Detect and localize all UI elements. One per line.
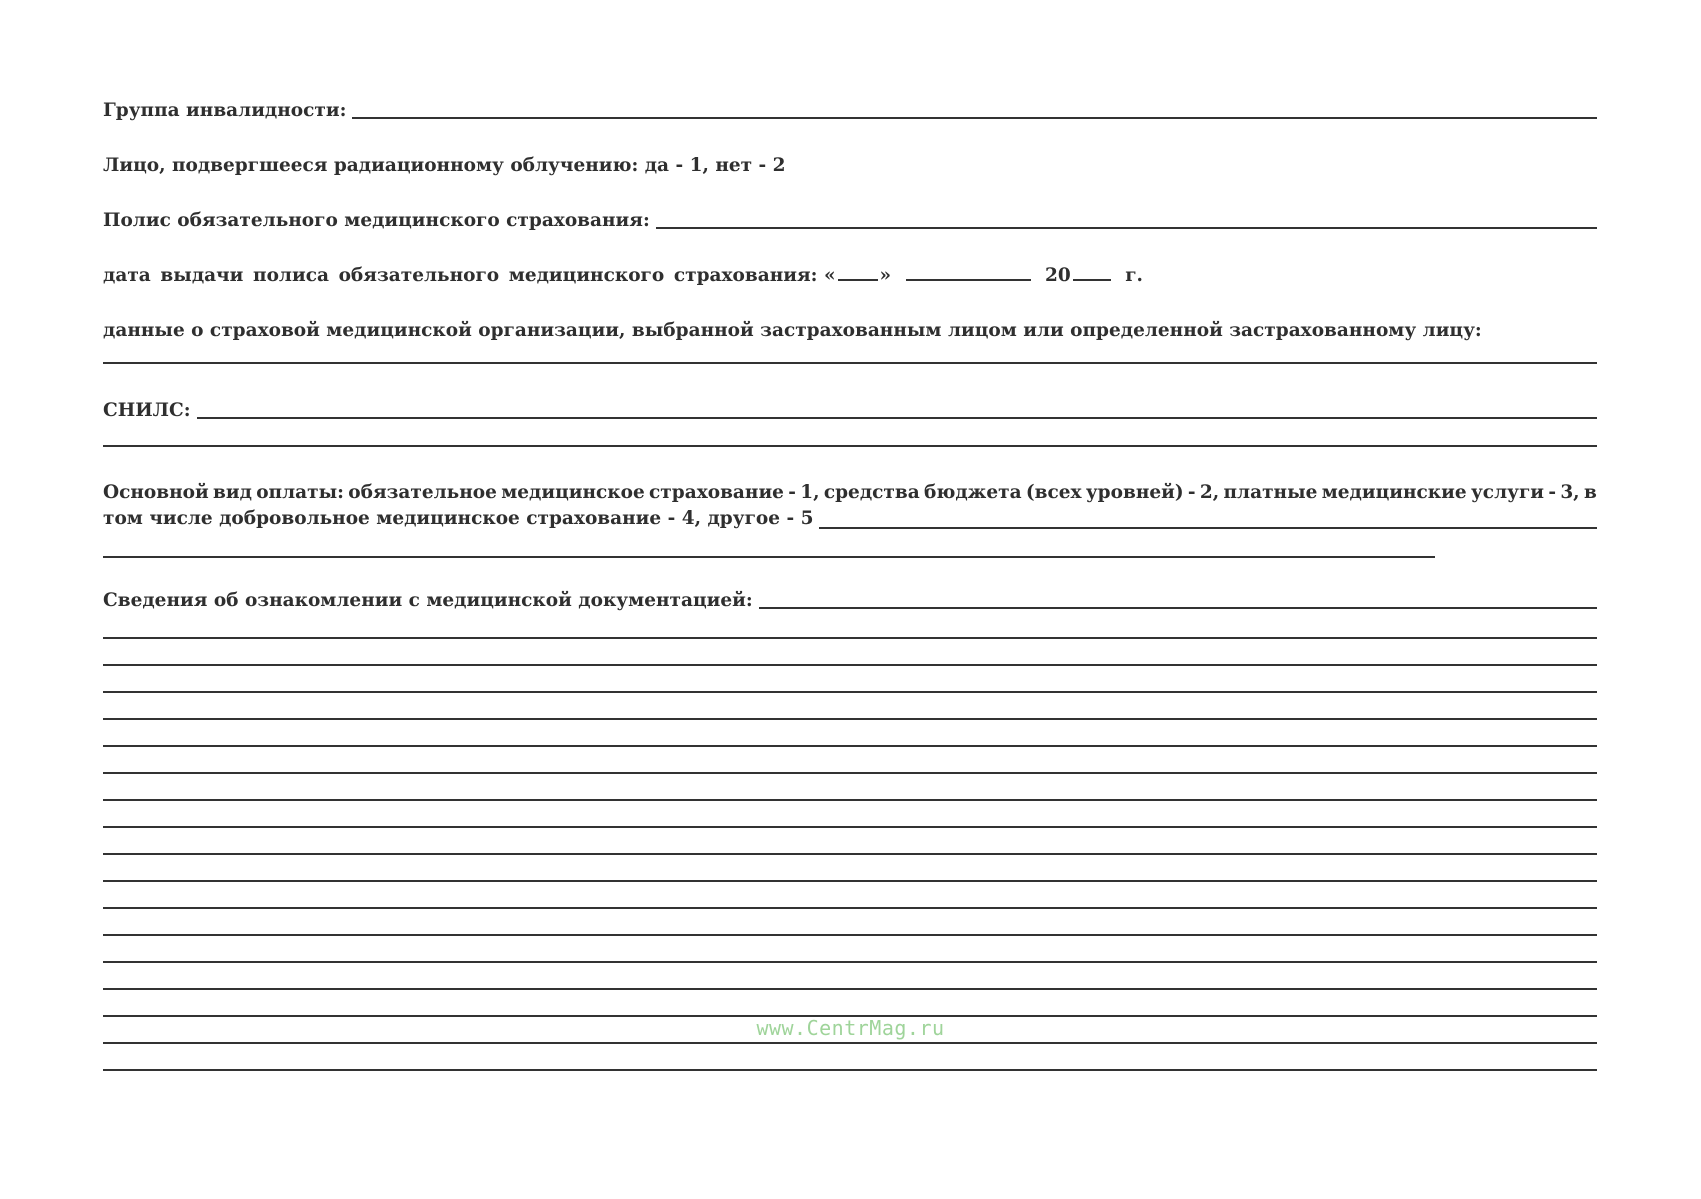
disability-group-row <box>103 100 1597 122</box>
radiation-label: Лицо, подвергшееся радиационному облучению: да - 1, нет - 2 <box>103 155 786 176</box>
policy-row <box>103 210 1597 232</box>
close-quote: » <box>879 265 892 286</box>
payment-word: Основной <box>103 482 209 503</box>
policy-date-word: дата <box>103 265 151 286</box>
payment-word: средства <box>823 482 920 503</box>
records-line[interactable] <box>103 826 1597 828</box>
snils-extra-line[interactable] <box>103 445 1597 447</box>
payment-word: 2, <box>1199 482 1220 503</box>
payment-label-2: том числе добровольное медицинское страхование - 4, другое - 5 <box>103 508 814 529</box>
year-field[interactable] <box>1073 279 1111 281</box>
policy-date-word: полиса <box>253 265 329 286</box>
records-line[interactable] <box>103 745 1597 747</box>
disability-group-field[interactable] <box>352 117 1597 119</box>
records-line[interactable] <box>103 691 1597 693</box>
records-line[interactable] <box>103 853 1597 855</box>
records-line[interactable] <box>103 934 1597 936</box>
records-line[interactable] <box>103 988 1597 990</box>
payment-word: обязательное <box>348 482 497 503</box>
records-review-label: Сведения об ознакомлении с медицинской документацией: <box>103 590 753 611</box>
year-prefix: 20 <box>1044 265 1071 286</box>
payment-block <box>103 480 1597 532</box>
payment-word: страхование <box>649 482 784 503</box>
payment-word: оплаты: <box>256 482 344 503</box>
payment-extra-line[interactable] <box>103 556 1435 558</box>
month-field[interactable] <box>906 279 1031 281</box>
disability-group-label: Группа инвалидности: <box>103 100 347 121</box>
records-line[interactable] <box>103 961 1597 963</box>
insurer-label: данные о страховой медицинской организации, выбранной застрахованным лицом или определенной застрахованному лицу: <box>103 320 1482 341</box>
records-line[interactable] <box>103 1042 1597 1044</box>
payment-word: вид <box>213 482 252 503</box>
radiation-row <box>103 155 1597 177</box>
payment-word: услуги <box>1470 482 1545 503</box>
policy-date-word-with-date <box>674 265 1143 287</box>
records-line[interactable] <box>103 664 1597 666</box>
snils-field[interactable] <box>197 417 1597 419</box>
records-line[interactable] <box>103 1069 1597 1071</box>
records-line[interactable] <box>103 718 1597 720</box>
policy-date-word: обязательного <box>338 265 500 286</box>
payment-word: - <box>1187 482 1196 503</box>
payment-line-1 <box>103 480 1597 506</box>
payment-word: бюджета <box>924 482 1022 503</box>
payment-word: медицинское <box>501 482 645 503</box>
policy-date-word: выдачи <box>160 265 244 286</box>
policy-field[interactable] <box>656 227 1597 229</box>
records-line[interactable] <box>103 907 1597 909</box>
year-suffix: г. <box>1125 265 1143 286</box>
payment-word: - <box>788 482 796 503</box>
snils-label: СНИЛС: <box>103 400 191 421</box>
records-line[interactable] <box>103 880 1597 882</box>
policy-date-word: страхования: <box>673 265 818 286</box>
payment-field[interactable] <box>819 527 1597 529</box>
records-review-row <box>103 590 1597 612</box>
open-quote: « <box>823 265 836 286</box>
records-line[interactable] <box>103 799 1597 801</box>
payment-word: (всех <box>1025 482 1082 503</box>
policy-date-word: медицинского <box>508 265 665 286</box>
payment-word: - <box>1548 482 1557 503</box>
day-field[interactable] <box>838 279 878 281</box>
payment-word: уровней) <box>1085 482 1184 503</box>
insurer-row <box>103 320 1597 342</box>
payment-word: 1, <box>800 482 820 503</box>
records-line[interactable] <box>103 772 1597 774</box>
snils-row <box>103 400 1597 422</box>
payment-word: платные <box>1223 482 1318 503</box>
watermark: www.CentrMag.ru <box>756 1016 945 1040</box>
payment-line-2 <box>103 506 1597 532</box>
records-line[interactable] <box>103 637 1597 639</box>
policy-label: Полис обязательного медицинского страхования: <box>103 210 650 231</box>
payment-word: медицинские <box>1321 482 1467 503</box>
insurer-field[interactable] <box>103 362 1597 364</box>
payment-word: в <box>1583 482 1597 503</box>
payment-word: 3, <box>1560 482 1580 503</box>
records-review-field[interactable] <box>759 607 1597 609</box>
policy-date-row <box>103 265 1143 287</box>
